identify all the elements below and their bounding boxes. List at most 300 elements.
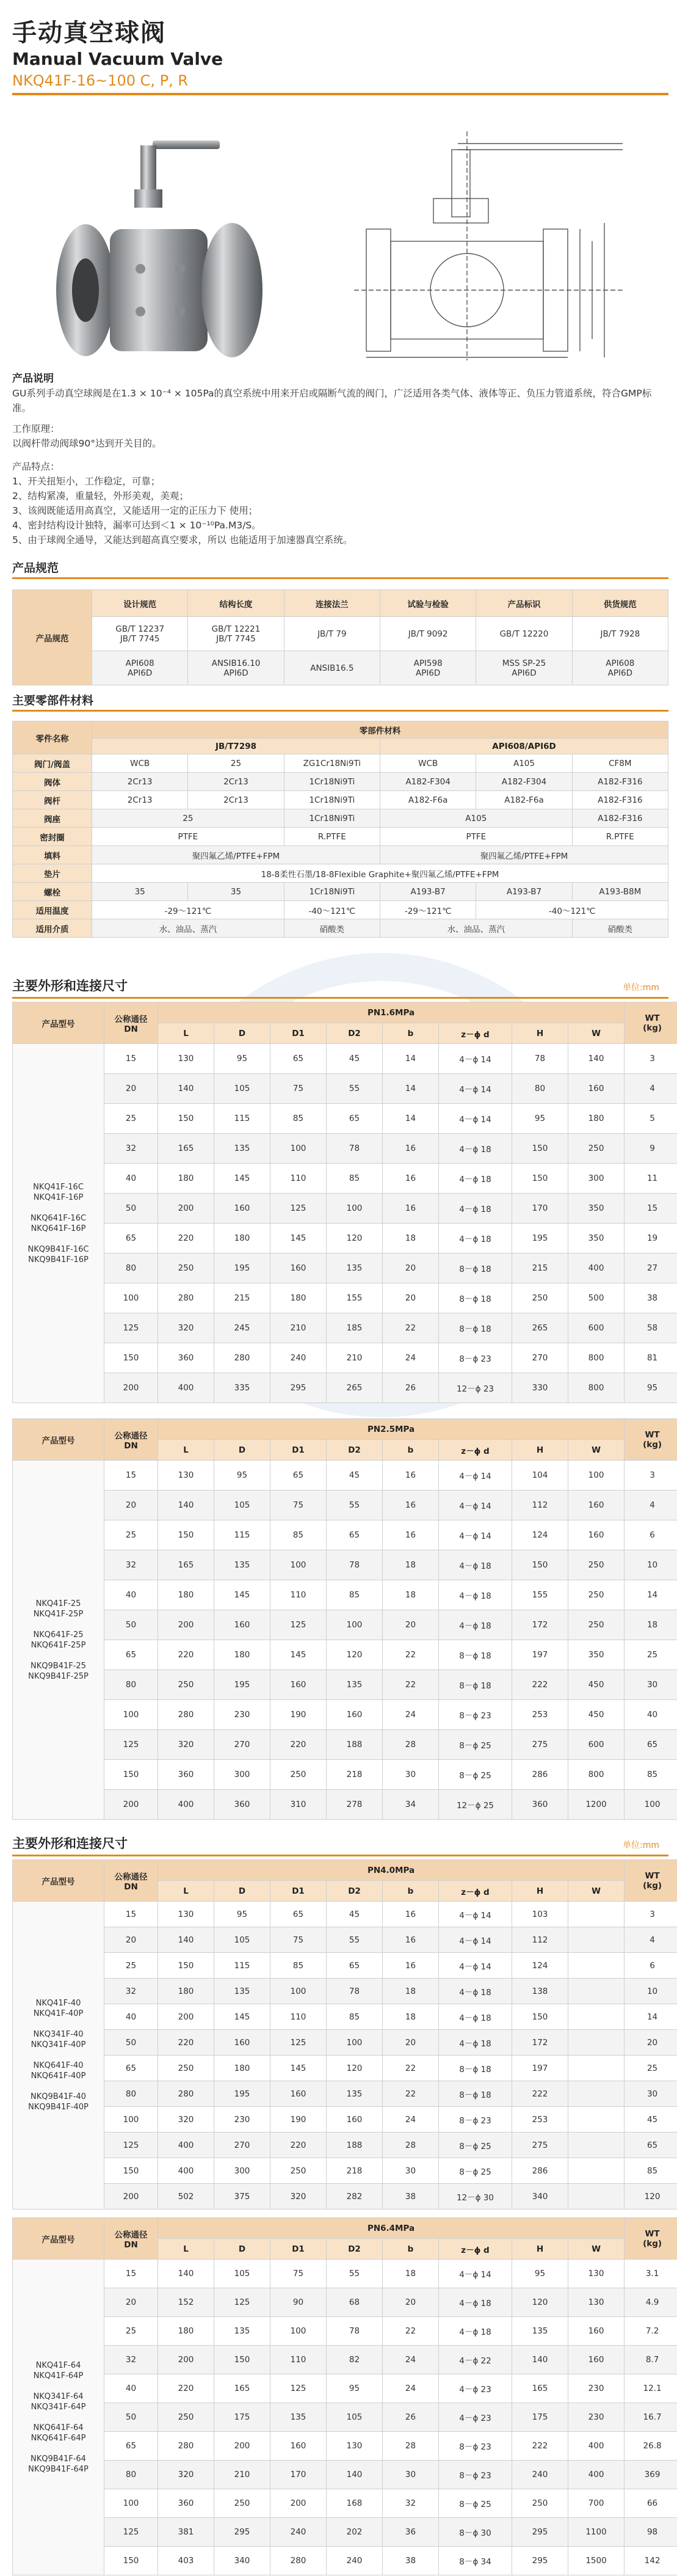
table-row-cell: 4.9: [625, 2288, 677, 2317]
table-row-cell: 58: [625, 1313, 677, 1343]
table-row-cell: 104: [512, 1461, 568, 1491]
table-row-cell: 3.1: [625, 2260, 677, 2288]
spec-table: [12, 589, 668, 685]
material-cell: 35: [188, 883, 284, 901]
material-cell: 25: [188, 754, 284, 773]
table-row-cell: 85: [625, 2158, 677, 2184]
material-cell: A105: [380, 809, 572, 828]
table-row-cell: 130: [568, 2288, 625, 2317]
table-row-cell: 100: [625, 1790, 677, 1820]
table-row-cell: 250: [568, 1580, 625, 1610]
col-7-header: W: [568, 1440, 625, 1461]
table-row-cell: 24: [383, 2107, 439, 2133]
col-6-header: H: [512, 1023, 568, 1044]
table-row-cell: 24: [383, 2374, 439, 2403]
table-row-cell: 145: [214, 1164, 270, 1194]
col-7-header: W: [568, 1023, 625, 1044]
table-row-cell: 30: [383, 2461, 439, 2489]
table-row-cell: [568, 2158, 625, 2184]
table-row-cell: 18: [383, 2004, 439, 2030]
table-row-cell: 280: [158, 2081, 214, 2107]
table-row-cell: 253: [512, 1700, 568, 1730]
col-2-header: D1: [270, 2239, 327, 2260]
table-row-cell: 172: [512, 1610, 568, 1640]
table-row-cell: 10: [625, 1979, 677, 2004]
table-row-cell: 15: [104, 2260, 158, 2288]
table-row-cell: 150: [158, 1953, 214, 1979]
col-6-header: H: [512, 2239, 568, 2260]
table-row-cell: 65: [625, 1730, 677, 1760]
table-row-cell: 9: [625, 1134, 677, 1164]
part-name-header: 零件名称: [13, 721, 92, 754]
table-row-cell: 20: [104, 2288, 158, 2317]
table-row-cell: 32: [383, 2489, 439, 2518]
table-row-cell: 155: [327, 1283, 383, 1313]
description-intro: GU系列手动真空球阀是在1.3 × 10⁻⁴ × 105Pa的真空系统中用来开启或隔断气流的阀门，广泛适用各类气体、液体等正、负压力管道系统，符合GMP标准。: [12, 388, 652, 414]
material-cell: 1Cr18Ni9Ti: [284, 809, 380, 828]
spec-cell: API608 API6D: [92, 651, 188, 685]
col-4-header: b: [383, 1881, 439, 1902]
table-row-cell: 360: [214, 1790, 270, 1820]
table-row-cell: 185: [327, 1313, 383, 1343]
table-row-cell: 12－ϕ 30: [439, 2184, 512, 2209]
material-cell: 聚四氟乙烯/PTFE+FPM: [380, 846, 668, 864]
table-row-cell: 25: [104, 1520, 158, 1550]
dims-divider-2: [12, 1855, 668, 1856]
table-row-cell: 124: [512, 1953, 568, 1979]
table-row-cell: 19: [625, 1224, 677, 1253]
feature-item: 2、结构紧凑，重量轻，外形美观，美观；: [12, 491, 189, 502]
col-3-header: D2: [327, 1881, 383, 1902]
table-row-cell: 20: [104, 1927, 158, 1953]
table-row-cell: 222: [512, 2432, 568, 2461]
table-row-cell: 7.2: [625, 2317, 677, 2346]
table-row-cell: 800: [568, 1343, 625, 1373]
table-row-cell: 28: [383, 1730, 439, 1760]
table-row-cell: 600: [568, 1313, 625, 1343]
table-row-cell: 240: [270, 2518, 327, 2547]
table-row-cell: 4－ϕ 18: [439, 2030, 512, 2056]
pressure-header: PN2.5MPa: [158, 1419, 625, 1440]
table-row-cell: 200: [104, 1790, 158, 1820]
table-row-cell: 78: [327, 1550, 383, 1580]
table-row-cell: 16: [383, 1953, 439, 1979]
table-row-cell: 95: [512, 1104, 568, 1134]
table-row-cell: 218: [327, 2158, 383, 2184]
table-row-cell: 340: [214, 2547, 270, 2575]
table-row-cell: 78: [327, 1979, 383, 2004]
std-api-header: API608/API6D: [380, 739, 668, 754]
table-row-cell: 26: [383, 1373, 439, 1403]
table-row-cell: 16: [383, 1134, 439, 1164]
table-row-cell: 130: [158, 1461, 214, 1491]
table-row-cell: 369: [625, 2461, 677, 2489]
table-row-cell: 4－ϕ 18: [439, 2004, 512, 2030]
table-row-cell: 22: [383, 1313, 439, 1343]
table-row-cell: 230: [568, 2374, 625, 2403]
table-row-cell: 40: [625, 1700, 677, 1730]
table-row-cell: 112: [512, 1927, 568, 1953]
table-row-cell: 32: [104, 2346, 158, 2374]
pn16-table: [12, 1002, 677, 1403]
features-title: 产品特点：: [12, 461, 60, 472]
col-7-header: W: [568, 1881, 625, 1902]
table-row-cell: 32: [104, 1134, 158, 1164]
table-row-cell: 100: [104, 2489, 158, 2518]
material-cell: ZG1Cr18Ni9Ti: [284, 754, 380, 773]
unit-label-2: 单位:mm: [623, 1841, 659, 1850]
page-title-cn: 手动真空球阀: [12, 19, 166, 47]
table-row-cell: 125: [270, 1194, 327, 1224]
col-wt-header: WT (kg): [625, 2218, 677, 2260]
table-row-cell: [568, 2133, 625, 2158]
table-row-cell: 152: [158, 2288, 214, 2317]
table-row-cell: 220: [158, 2374, 214, 2403]
table-row-cell: 250: [214, 2489, 270, 2518]
col-dn-header: 公称通径 DN: [104, 1002, 158, 1044]
table-row-cell: 1200: [568, 1790, 625, 1820]
table-row-cell: 4－ϕ 14: [439, 1927, 512, 1953]
table-row-cell: 8－ϕ 25: [439, 1730, 512, 1760]
material-cell: A193-B7: [380, 883, 476, 901]
table-row-cell: 200: [158, 1610, 214, 1640]
table-row-cell: 100: [270, 1134, 327, 1164]
col-5-header: z－ϕ d: [439, 1881, 512, 1902]
table-row-cell: 14: [383, 1074, 439, 1104]
material-cell: 2Cr13: [188, 773, 284, 791]
spec-cell: GB/T 12221 JB/T 7745: [188, 617, 284, 651]
table-row-cell: 150: [158, 1104, 214, 1134]
table-row-cell: 16: [383, 1927, 439, 1953]
col-3-header: D2: [327, 1440, 383, 1461]
table-row-cell: 50: [104, 2030, 158, 2056]
valve-photo: [49, 128, 275, 360]
table-row-cell: 28: [383, 2133, 439, 2158]
col-5-header: z－ϕ d: [439, 1023, 512, 1044]
table-row-cell: 25: [625, 2056, 677, 2081]
material-cell: 2Cr13: [188, 791, 284, 809]
model-list-cell: NKQ41F-16C NKQ41F-16P NKQ641F-16C NKQ641F-16P NKQ9B41F-16C NKQ9B41F-16P: [13, 1044, 104, 1403]
spec-cell: JB/T 79: [284, 617, 380, 651]
table-row-cell: 125: [104, 2518, 158, 2547]
pn25-table: [12, 1418, 677, 1820]
table-row-cell: 200: [104, 2184, 158, 2209]
table-row-cell: 150: [214, 2346, 270, 2374]
table-row-cell: 28: [383, 2432, 439, 2461]
table-row-cell: 145: [270, 1640, 327, 1670]
table-row-cell: 180: [158, 1580, 214, 1610]
table-row-cell: 110: [270, 1580, 327, 1610]
table-row-cell: 18: [383, 1580, 439, 1610]
table-row-cell: 100: [327, 2030, 383, 2056]
table-row-cell: 180: [214, 1640, 270, 1670]
table-row-cell: 4－ϕ 14: [439, 1491, 512, 1520]
col-model-header: 产品型号: [13, 2218, 104, 2260]
material-part-name: 适用介质: [13, 919, 92, 938]
table-row-cell: 90: [270, 2288, 327, 2317]
material-part-name: 垫片: [13, 864, 92, 883]
table-row-cell: 12－ϕ 25: [439, 1790, 512, 1820]
table-row-cell: 16: [383, 1520, 439, 1550]
table-row-cell: 95: [214, 1461, 270, 1491]
table-row-cell: 4－ϕ 18: [439, 2317, 512, 2346]
table-row-cell: 20: [383, 1610, 439, 1640]
col-wt-header: WT (kg): [625, 1860, 677, 1902]
table-row-cell: 16: [383, 1902, 439, 1927]
table-row-cell: 105: [214, 1491, 270, 1520]
table-row-cell: 30: [625, 1670, 677, 1700]
table-row-cell: 265: [512, 1313, 568, 1343]
material-cell: 25: [92, 809, 284, 828]
table-row-cell: 115: [214, 1520, 270, 1550]
table-row-cell: 8－ϕ 18: [439, 2081, 512, 2107]
col-6-header: H: [512, 1881, 568, 1902]
spec-col: 结构长度: [188, 590, 284, 617]
table-row-cell: 4－ϕ 18: [439, 1164, 512, 1194]
table-row-cell: 160: [270, 1253, 327, 1283]
table-row-cell: 75: [270, 1491, 327, 1520]
table-row-cell: 190: [270, 1700, 327, 1730]
material-part-name: 密封圈: [13, 828, 92, 846]
table-row-cell: 155: [512, 1580, 568, 1610]
table-row-cell: 250: [158, 1253, 214, 1283]
col-4-header: b: [383, 1023, 439, 1044]
material-cell: 2Cr13: [92, 791, 188, 809]
material-cell: R.PTFE: [284, 828, 380, 846]
spec-col: 产品标识: [476, 590, 572, 617]
table-row-cell: 180: [158, 1164, 214, 1194]
table-row-cell: 65: [327, 1520, 383, 1550]
material-cell: 硝酸类: [572, 919, 668, 938]
table-row-cell: 210: [270, 1313, 327, 1343]
table-row-cell: 202: [327, 2518, 383, 2547]
table-row-cell: 55: [327, 1491, 383, 1520]
spec-divider: [12, 577, 668, 579]
spec-col: 试验与检验: [380, 590, 476, 617]
table-row-cell: 160: [214, 1194, 270, 1224]
material-cell: 硝酸类: [284, 919, 380, 938]
table-row-cell: 320: [158, 2107, 214, 2133]
material-cell: 1Cr18Ni9Ti: [284, 883, 380, 901]
table-row-cell: 100: [104, 2107, 158, 2133]
table-row-cell: 145: [270, 2056, 327, 2081]
table-row-cell: 400: [158, 2133, 214, 2158]
material-part-name: 适用温度: [13, 901, 92, 919]
table-row-cell: 38: [625, 1283, 677, 1313]
table-row-cell: 18: [383, 1550, 439, 1580]
table-row-cell: 350: [568, 1224, 625, 1253]
table-row-cell: 8－ϕ 25: [439, 2133, 512, 2158]
title-divider: [12, 93, 668, 95]
table-row-cell: 50: [104, 1610, 158, 1640]
col-5-header: z－ϕ d: [439, 1440, 512, 1461]
table-row-cell: 4: [625, 1927, 677, 1953]
table-row-cell: 20: [383, 1253, 439, 1283]
table-row-cell: 170: [270, 2461, 327, 2489]
material-part-name: 填料: [13, 846, 92, 864]
table-row-cell: 20: [383, 1283, 439, 1313]
table-row-cell: 140: [158, 2260, 214, 2288]
table-row-cell: 32: [104, 1979, 158, 2004]
table-row-cell: 350: [568, 1194, 625, 1224]
table-row-cell: 135: [214, 2317, 270, 2346]
material-cell: CF8M: [572, 754, 668, 773]
table-row-cell: 240: [512, 2461, 568, 2489]
table-row-cell: 120: [327, 1224, 383, 1253]
table-row-cell: 220: [158, 1640, 214, 1670]
table-row-cell: 4: [625, 1491, 677, 1520]
table-row-cell: 4－ϕ 23: [439, 2403, 512, 2432]
material-cell: R.PTFE: [572, 828, 668, 846]
table-row-cell: 145: [270, 1224, 327, 1253]
table-row-cell: 330: [512, 1373, 568, 1403]
table-row-cell: 280: [214, 1343, 270, 1373]
col-0-header: L: [158, 1023, 214, 1044]
spec-col: 供货规范: [572, 590, 668, 617]
table-row-cell: 800: [568, 1760, 625, 1790]
col-4-header: b: [383, 1440, 439, 1461]
table-row-cell: 4－ϕ 18: [439, 1979, 512, 2004]
table-row-cell: 4－ϕ 14: [439, 1461, 512, 1491]
table-row-cell: 320: [158, 2461, 214, 2489]
spec-cell: GB/T 12237 JB/T 7745: [92, 617, 188, 651]
table-row-cell: 110: [270, 1164, 327, 1194]
table-row-cell: 65: [104, 2056, 158, 2081]
table-row-cell: [568, 2107, 625, 2133]
table-row-cell: 150: [512, 2004, 568, 2030]
table-row-cell: 160: [568, 1491, 625, 1520]
table-row-cell: 125: [270, 1610, 327, 1640]
table-row-cell: 4－ϕ 14: [439, 1520, 512, 1550]
table-row-cell: 3: [625, 1902, 677, 1927]
table-row-cell: 200: [158, 2346, 214, 2374]
table-row-cell: 130: [568, 2260, 625, 2288]
table-row-cell: 95: [214, 1044, 270, 1074]
table-row-cell: 75: [270, 1074, 327, 1104]
table-row-cell: 360: [158, 2489, 214, 2518]
table-row-cell: 300: [214, 1760, 270, 1790]
table-row-cell: 278: [327, 1790, 383, 1820]
table-row-cell: 40: [104, 2374, 158, 2403]
table-row-cell: 150: [512, 1134, 568, 1164]
table-row-cell: 3: [625, 1461, 677, 1491]
table-row-cell: 800: [568, 1373, 625, 1403]
table-row-cell: 400: [568, 2432, 625, 2461]
spec-col: 连接法兰: [284, 590, 380, 617]
table-row-cell: 220: [270, 2133, 327, 2158]
table-row-cell: 160: [568, 1520, 625, 1550]
table-row-cell: 125: [104, 1730, 158, 1760]
col-dn-header: 公称通径 DN: [104, 1419, 158, 1461]
table-row-cell: 18: [383, 2260, 439, 2288]
table-row-cell: 14: [625, 2004, 677, 2030]
table-row-cell: 78: [327, 2317, 383, 2346]
material-part-name: 阀杆: [13, 791, 92, 809]
table-row-cell: 16: [383, 1194, 439, 1224]
table-row-cell: 16: [383, 1491, 439, 1520]
table-row-cell: 15: [104, 1902, 158, 1927]
table-row-cell: 16.7: [625, 2403, 677, 2432]
table-row-cell: 140: [512, 2346, 568, 2374]
table-row-cell: 450: [568, 1670, 625, 1700]
table-row-cell: 85: [327, 2004, 383, 2030]
table-row-cell: 142: [625, 2547, 677, 2575]
table-row-cell: 110: [270, 2346, 327, 2374]
table-row-cell: 320: [270, 2184, 327, 2209]
table-row-cell: 45: [625, 2107, 677, 2133]
table-row-cell: 8－ϕ 18: [439, 1313, 512, 1343]
table-row-cell: 66: [625, 2489, 677, 2518]
table-row-cell: 40: [104, 1580, 158, 1610]
unit-label: 单位:mm: [623, 983, 659, 993]
material-cell: -40～121℃: [284, 901, 380, 919]
table-row-cell: 8－ϕ 18: [439, 1253, 512, 1283]
table-row-cell: 25: [104, 2317, 158, 2346]
table-row-cell: 190: [270, 2107, 327, 2133]
table-row-cell: 105: [214, 1074, 270, 1104]
material-cell: -29～121℃: [92, 901, 284, 919]
model-range: NKQ41F-16~100 C, P, R: [12, 72, 189, 89]
table-row-cell: 24: [383, 1343, 439, 1373]
material-cell: A182-F316: [572, 791, 668, 809]
feature-item: 1、开关扭矩小，工作稳定，可靠；: [12, 476, 161, 487]
table-row-cell: 130: [158, 1044, 214, 1074]
table-row-cell: 4－ϕ 18: [439, 1194, 512, 1224]
table-row-cell: 5: [625, 1104, 677, 1134]
table-row-cell: 40: [104, 2004, 158, 2030]
table-row-cell: 282: [327, 2184, 383, 2209]
col-4-header: b: [383, 2239, 439, 2260]
col-3-header: D2: [327, 2239, 383, 2260]
table-row-cell: 80: [104, 2081, 158, 2107]
table-row-cell: 50: [104, 2403, 158, 2432]
table-row-cell: 130: [158, 1902, 214, 1927]
table-row-cell: 400: [568, 1253, 625, 1283]
table-row-cell: 8－ϕ 23: [439, 2432, 512, 2461]
table-row-cell: 197: [512, 2056, 568, 2081]
table-row-cell: 150: [104, 1343, 158, 1373]
material-cell: WCB: [92, 754, 188, 773]
table-row-cell: 230: [568, 2403, 625, 2432]
col-1-header: D: [214, 2239, 270, 2260]
material-cell: A182-F6a: [476, 791, 572, 809]
table-row-cell: 4－ϕ 18: [439, 1550, 512, 1580]
table-row-cell: 135: [214, 1979, 270, 2004]
material-cell: 水、油品、蒸汽: [92, 919, 284, 938]
table-row-cell: 20: [383, 2030, 439, 2056]
table-row-cell: 22: [383, 1640, 439, 1670]
table-row-cell: 275: [512, 1730, 568, 1760]
table-row-cell: 65: [270, 1044, 327, 1074]
table-row-cell: 30: [383, 1760, 439, 1790]
table-row-cell: 75: [270, 2260, 327, 2288]
table-row-cell: 295: [270, 1373, 327, 1403]
material-cell: 35: [92, 883, 188, 901]
table-row-cell: 75: [270, 1927, 327, 1953]
table-row-cell: 150: [512, 1550, 568, 1580]
table-row-cell: 125: [270, 2030, 327, 2056]
table-row-cell: 172: [512, 2030, 568, 2056]
table-row-cell: 16: [383, 1461, 439, 1491]
material-cell: -29～121℃: [380, 901, 476, 919]
table-row-cell: 20: [104, 1491, 158, 1520]
table-row-cell: 26.8: [625, 2432, 677, 2461]
table-row-cell: 200: [158, 2004, 214, 2030]
table-row-cell: 160: [568, 2346, 625, 2374]
table-row-cell: 250: [512, 1283, 568, 1313]
material-part-name: 阀座: [13, 809, 92, 828]
table-row-cell: 300: [568, 1164, 625, 1194]
